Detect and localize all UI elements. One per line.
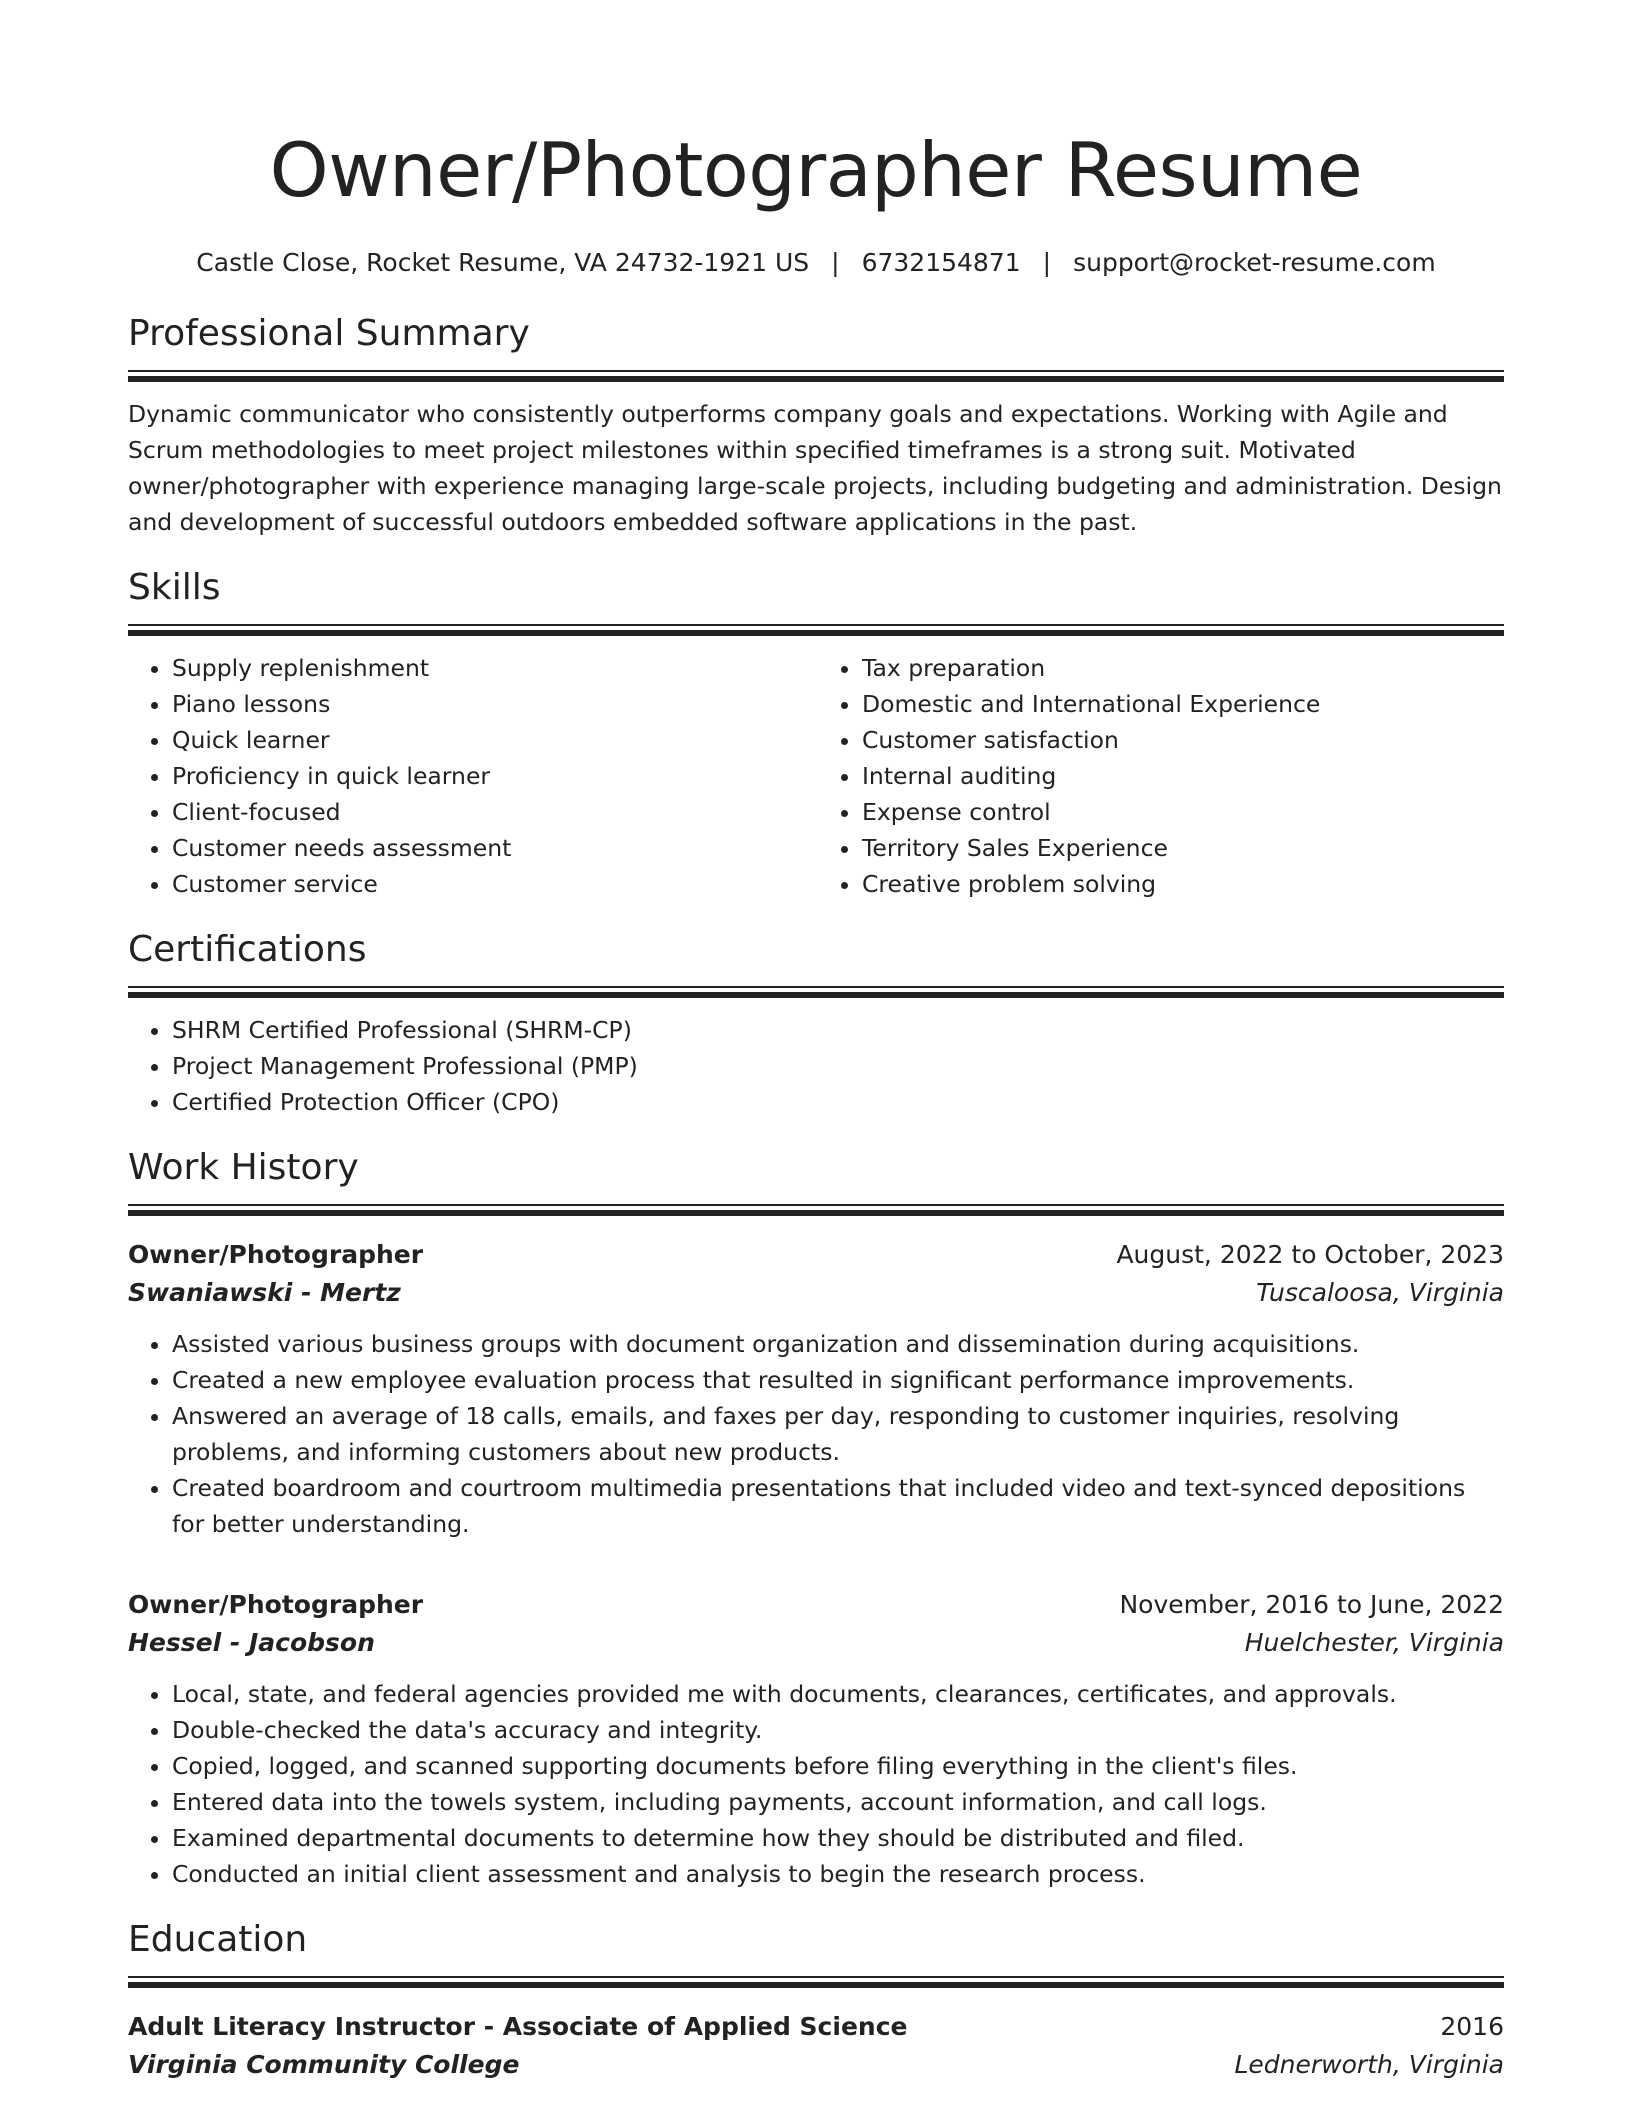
skills-right-list: [814, 650, 1504, 902]
job-location: Tuscaloosa, Virginia: [1256, 1278, 1504, 1307]
skill-item: • Domestic and International Experience: [862, 686, 1504, 722]
section-title-summary: Professional Summary: [128, 313, 530, 354]
summary-section: [128, 310, 1504, 540]
job-entry: [128, 1236, 1504, 1542]
job-bullet: • Answered an average of 18 calls, emails, and faxes per day, responding to customer inquiries, resolving problems, and informing customers about new products.: [172, 1398, 1504, 1470]
address: Castle Close, Rocket Resume, VA 24732-1921 US: [196, 248, 810, 277]
section-title-education: Education: [128, 1919, 308, 1960]
job-title: Owner/Photographer: [128, 1240, 424, 1269]
education-location: Lednerworth, Virginia: [1234, 2050, 1504, 2079]
skill-item: • Expense control: [862, 794, 1504, 830]
skill-item: • Piano lessons: [172, 686, 814, 722]
education-section: [128, 1916, 1504, 2084]
skill-item: • Proficiency in quick learner: [172, 758, 814, 794]
education-entry: [128, 2008, 1504, 2084]
skill-item: • Creative problem solving: [862, 866, 1504, 902]
skill-item: • Customer satisfaction: [862, 722, 1504, 758]
job-bullet: • Created boardroom and courtroom multimedia presentations that included video and text-synced depositions for better understanding.: [172, 1470, 1504, 1542]
section-divider: [128, 986, 1504, 998]
certification-item: • SHRM Certified Professional (SHRM-CP): [172, 1012, 1504, 1048]
job-bullets: [128, 1676, 1504, 1892]
skills-columns: [128, 650, 1504, 902]
job-title: Owner/Photographer: [128, 1590, 424, 1619]
job-entry: [128, 1586, 1504, 1892]
contact-line: [128, 246, 1504, 280]
certifications-list: [128, 1012, 1504, 1120]
section-divider: [128, 1204, 1504, 1216]
job-company-row: [128, 1624, 1504, 1662]
section-divider: [128, 1976, 1504, 1988]
education-degree: Adult Literacy Instructor - Associate of Applied Science: [128, 2012, 908, 2041]
work-history-section: [128, 1144, 1504, 1892]
job-company: Hessel - Jacobson: [128, 1628, 375, 1657]
education-year: 2016: [1440, 2012, 1504, 2041]
skills-left-list: [128, 650, 814, 902]
section-title-work-history: Work History: [128, 1147, 359, 1188]
education-header-row: [128, 2008, 1504, 2046]
skill-item: • Tax preparation: [862, 650, 1504, 686]
education-school-row: [128, 2046, 1504, 2084]
job-bullet: • Conducted an initial client assessment and analysis to begin the research process.: [172, 1856, 1504, 1892]
job-bullet: • Examined departmental documents to determine how they should be distributed and filed.: [172, 1820, 1504, 1856]
skill-item: • Quick learner: [172, 722, 814, 758]
contact-separator: |: [831, 248, 840, 277]
resume-title: Owner/Photographer Resume: [269, 126, 1363, 214]
job-bullet: • Local, state, and federal agencies provided me with documents, clearances, certificates, and approvals.: [172, 1676, 1504, 1712]
skill-item: • Territory Sales Experience: [862, 830, 1504, 866]
skills-section: [128, 564, 1504, 902]
certification-item: • Project Management Professional (PMP): [172, 1048, 1504, 1084]
section-title-certifications: Certifications: [128, 929, 367, 970]
skill-item: • Supply replenishment: [172, 650, 814, 686]
education-school: Virginia Community College: [128, 2050, 520, 2079]
job-header-row: [128, 1586, 1504, 1624]
job-bullets: [128, 1326, 1504, 1542]
job-company: Swaniawski - Mertz: [128, 1278, 401, 1307]
section-title-skills: Skills: [128, 567, 221, 608]
certification-item: • Certified Protection Officer (CPO): [172, 1084, 1504, 1120]
skill-item: • Customer service: [172, 866, 814, 902]
job-bullet: • Created a new employee evaluation process that resulted in significant performance improvements.: [172, 1362, 1504, 1398]
job-bullet: • Double-checked the data's accuracy and integrity.: [172, 1712, 1504, 1748]
job-bullet: • Assisted various business groups with document organization and dissemination during acquisitions.: [172, 1326, 1504, 1362]
job-company-row: [128, 1274, 1504, 1312]
resume-page: [128, 0, 1504, 2084]
job-bullet: • Copied, logged, and scanned supporting documents before filing everything in the client's files.: [172, 1748, 1504, 1784]
skill-item: • Internal auditing: [862, 758, 1504, 794]
skill-item: • Client-focused: [172, 794, 814, 830]
section-divider: [128, 624, 1504, 636]
job-location: Huelchester, Virginia: [1244, 1628, 1504, 1657]
phone: 6732154871: [861, 248, 1021, 277]
summary-text: Dynamic communicator who consistently outperforms company goals and expectations. Working with Agile and Scrum methodologies to meet project milestones within specified timeframes is a strong suit. Motivated owner/photographer with experience managing large-scale projects, including budgeting and administration. Design and development of successful outdoors embedded software applications in the past.: [128, 400, 1502, 536]
certifications-section: [128, 926, 1504, 1120]
job-dates: November, 2016 to June, 2022: [1119, 1590, 1504, 1619]
job-header-row: [128, 1236, 1504, 1274]
job-bullet: • Entered data into the towels system, including payments, account information, and call logs.: [172, 1784, 1504, 1820]
section-divider: [128, 370, 1504, 382]
email: support@rocket-resume.com: [1073, 248, 1436, 277]
contact-separator: |: [1042, 248, 1052, 277]
skill-item: • Customer needs assessment: [172, 830, 814, 866]
job-dates: August, 2022 to October, 2023: [1116, 1240, 1504, 1269]
